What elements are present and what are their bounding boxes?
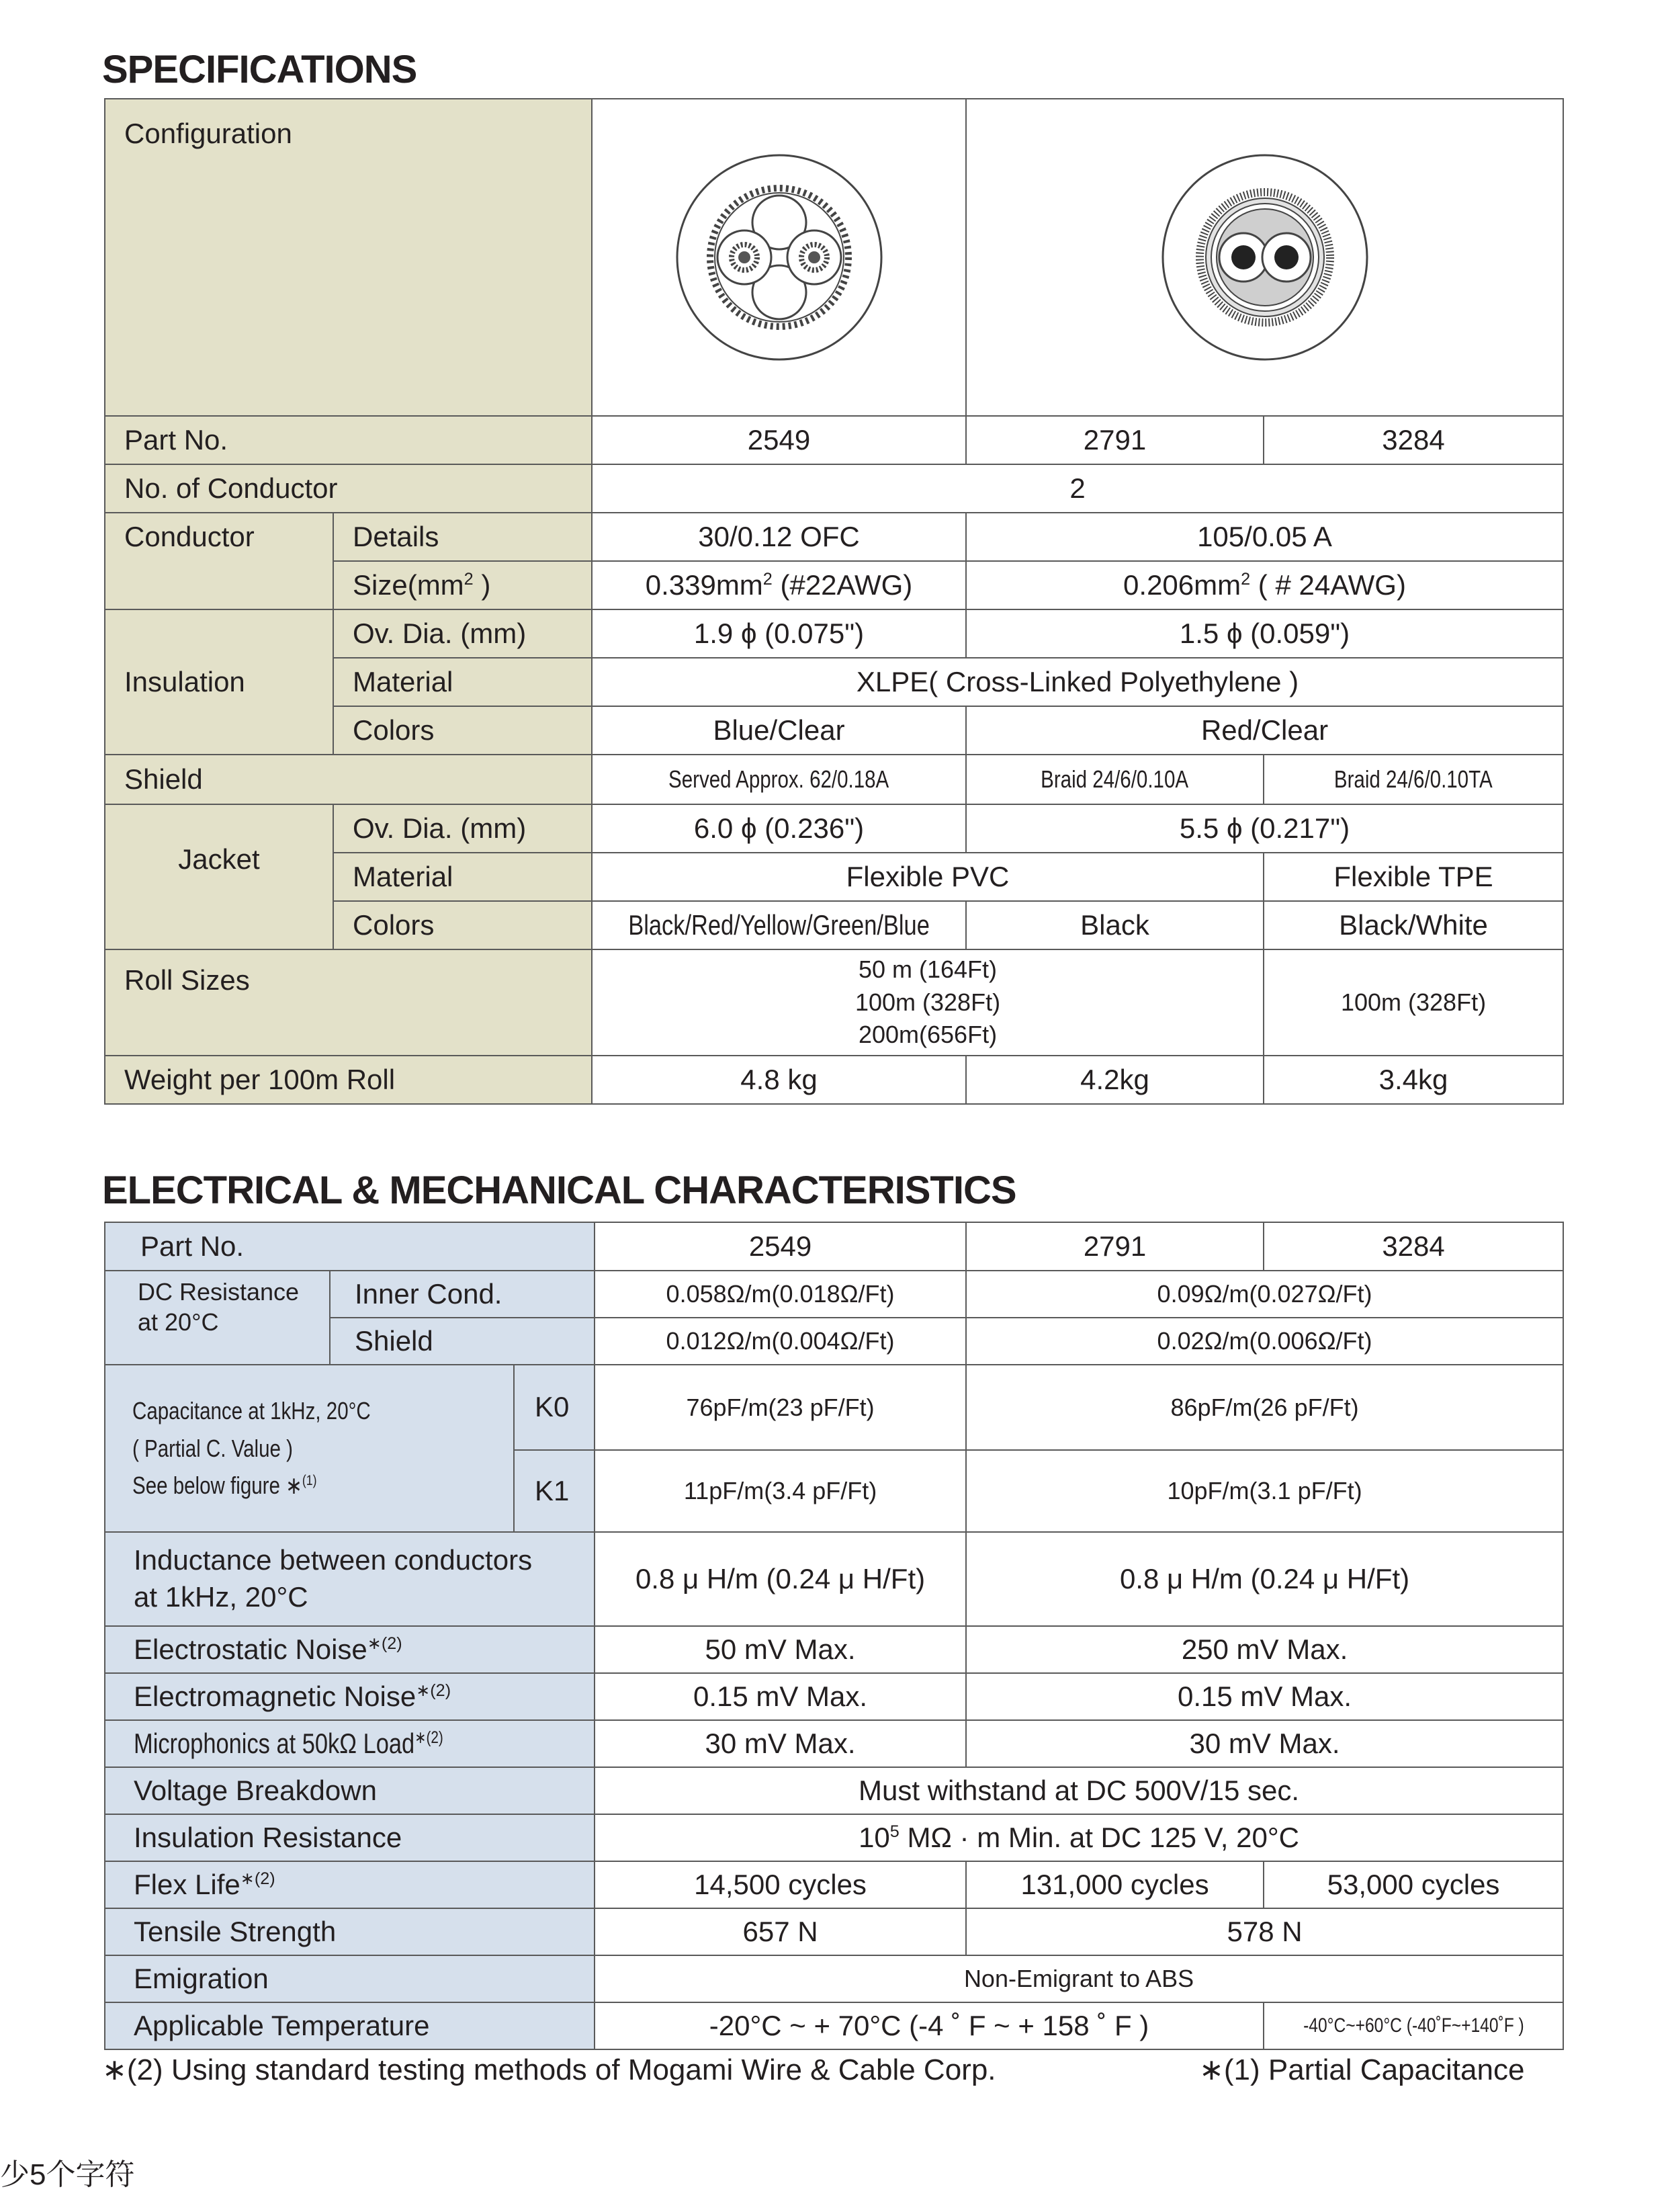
- electrostatic-2791-3284: 250 mV Max.: [966, 1626, 1563, 1673]
- ins-ovdia-label: Ov. Dia. (mm): [333, 609, 592, 658]
- dc-shield-label: Shield: [330, 1318, 595, 1365]
- temperature-3284: -40°C~+60°C (-40˚F~+140˚F ): [1264, 2002, 1563, 2049]
- weight-2791: 4.2kg: [966, 1056, 1264, 1104]
- jac-colors-label: Colors: [333, 901, 592, 949]
- part-no-2549: 2549: [592, 416, 966, 464]
- capacitance-label: Capacitance at 1kHz, 20°C ( Partial C. Value ) See below figure ∗$^{(1)}$: [105, 1365, 514, 1532]
- microphonics-label: Microphonics at 50kΩ Load$^{∗(2)}$: [105, 1720, 595, 1767]
- jac-material-label: Material: [333, 853, 592, 901]
- ins-material-value: XLPE( Cross-Linked Polyethylene ): [592, 658, 1563, 706]
- jac-colors-2549: Black/Red/Yellow/Green/Blue: [592, 901, 966, 949]
- roll-size-line: 50 m (164Ft): [858, 955, 998, 984]
- roll-sizes-2549-2791: [592, 949, 1264, 1056]
- flex-life-2549: 14,500 cycles: [595, 1861, 966, 1908]
- cable-cross-section-2549-icon: [675, 153, 883, 361]
- jac-ovdia-2549: 6.0 ϕ (0.236"): [592, 804, 966, 853]
- part-no-label: Part No.: [105, 416, 592, 464]
- cable-diagram-2549: [592, 99, 966, 416]
- el-part-no-3284: 3284: [1264, 1222, 1563, 1271]
- corner-note: 少5个字符: [0, 2158, 135, 2191]
- inductance-2791-3284: 0.8 μ H/m (0.24 μ H/Ft): [966, 1532, 1563, 1626]
- roll-sizes-label: Roll Sizes: [105, 949, 592, 1056]
- microphonics-2791-3284: 30 mV Max.: [966, 1720, 1563, 1767]
- k0-label: K0: [514, 1365, 595, 1450]
- applicable-temperature-label: Applicable Temperature: [105, 2002, 595, 2049]
- inductance-label: Inductance between conductors at 1kHz, 20°C: [105, 1532, 595, 1626]
- footnote-1: ∗(1) Partial Capacitance: [1199, 2053, 1525, 2086]
- dc-shield-2791-3284: 0.02Ω/m(0.006Ω/Ft): [966, 1318, 1563, 1365]
- part-no-3284: 3284: [1264, 416, 1563, 464]
- voltage-breakdown-value: Must withstand at DC 500V/15 sec.: [595, 1767, 1563, 1814]
- insulation-label: Insulation: [105, 609, 333, 755]
- dc-resistance-label: DC Resistance at 20°C: [105, 1271, 330, 1365]
- ins-colors-2549: Blue/Clear: [592, 706, 966, 755]
- electrostatic-noise-label: Electrostatic Noise$^{∗(2)}$: [105, 1626, 595, 1673]
- k1-2791-3284: 10pF/m(3.1 pF/Ft): [966, 1450, 1563, 1532]
- roll-size-line: 100m (328Ft): [854, 988, 1001, 1016]
- footnote-2: ∗(2) Using standard testing methods of Mogami Wire & Cable Corp.: [102, 2053, 996, 2086]
- ins-ovdia-2549: 1.9 ϕ (0.075"): [592, 609, 966, 658]
- configuration-label: Configuration: [105, 99, 592, 416]
- emigration-label: Emigration: [105, 1955, 595, 2002]
- inner-cond-2549: 0.058Ω/m(0.018Ω/Ft): [595, 1271, 966, 1318]
- insulation-resistance-label: Insulation Resistance: [105, 1814, 595, 1861]
- details-2549: 30/0.12 OFC: [592, 513, 966, 561]
- jac-material-3284: Flexible TPE: [1264, 853, 1563, 901]
- microphonics-2549: 30 mV Max.: [595, 1720, 966, 1767]
- temperature-2549-2791: -20°C ~ + 70°C (-4 ˚ F ~ + 158 ˚ F ): [595, 2002, 1264, 2049]
- roll-size-line: 200m(656Ft): [858, 1021, 998, 1049]
- ins-colors-label: Colors: [333, 706, 592, 755]
- shield-label: Shield: [105, 755, 592, 804]
- part-no-2791: 2791: [966, 416, 1264, 464]
- specifications-title: SPECIFICATIONS: [102, 48, 417, 91]
- voltage-breakdown-label: Voltage Breakdown: [105, 1767, 595, 1814]
- inductance-2549: 0.8 μ H/m (0.24 μ H/Ft): [595, 1532, 966, 1626]
- conductor-label: Conductor: [105, 513, 333, 609]
- size-2791-3284: $0.206mm^2$ ( # 24AWG): [966, 561, 1563, 609]
- jacket-label: Jacket: [105, 804, 333, 949]
- k1-label: K1: [514, 1450, 595, 1532]
- weight-3284: 3.4kg: [1264, 1056, 1563, 1104]
- jac-ovdia-2791-3284: 5.5 ϕ (0.217"): [966, 804, 1563, 853]
- electrical-table: [104, 1222, 1564, 2050]
- no-conductor-value: 2: [592, 464, 1563, 513]
- cable-cross-section-2791-3284-icon: [1161, 153, 1369, 361]
- tensile-2791-3284: 578 N: [966, 1908, 1563, 1955]
- ins-ovdia-2791-3284: 1.5 ϕ (0.059"): [966, 609, 1563, 658]
- electromagnetic-2549: 0.15 mV Max.: [595, 1673, 966, 1720]
- tensile-strength-label: Tensile Strength: [105, 1908, 595, 1955]
- emigration-value: Non-Emigrant to ABS: [595, 1955, 1563, 2002]
- flex-life-2791: 131,000 cycles: [966, 1861, 1264, 1908]
- flex-life-3284: 53,000 cycles: [1264, 1861, 1563, 1908]
- shield-2791: Braid 24/6/0.10A: [966, 755, 1264, 804]
- inner-cond-2791-3284: 0.09Ω/m(0.027Ω/Ft): [966, 1271, 1563, 1318]
- el-part-no-label: Part No.: [105, 1222, 595, 1271]
- shield-2549: Served Approx. 62/0.18A: [592, 755, 966, 804]
- inner-cond-label: Inner Cond.: [330, 1271, 595, 1318]
- k0-2791-3284: 86pF/m(26 pF/Ft): [966, 1365, 1563, 1450]
- insulation-resistance-value: $10^5$ MΩ · m Min. at DC 125 V, 20°C: [595, 1814, 1563, 1861]
- specifications-table: [104, 98, 1564, 1105]
- jac-material-2549-2791: Flexible PVC: [592, 853, 1264, 901]
- el-part-no-2791: 2791: [966, 1222, 1264, 1271]
- shield-3284: Braid 24/6/0.10TA: [1264, 755, 1563, 804]
- tensile-2549: 657 N: [595, 1908, 966, 1955]
- size-label: $Size(mm^2$ ): [333, 561, 592, 609]
- electrical-title: ELECTRICAL & MECHANICAL CHARACTERISTICS: [102, 1168, 1016, 1212]
- el-part-no-2549: 2549: [595, 1222, 966, 1271]
- ins-colors-2791-3284: Red/Clear: [966, 706, 1563, 755]
- jac-ovdia-label: Ov. Dia. (mm): [333, 804, 592, 853]
- no-conductor-label: No. of Conductor: [105, 464, 592, 513]
- electrostatic-2549: 50 mV Max.: [595, 1626, 966, 1673]
- weight-2549: 4.8 kg: [592, 1056, 966, 1104]
- flex-life-label: Flex Life$^{∗(2)}$: [105, 1861, 595, 1908]
- electromagnetic-2791-3284: 0.15 mV Max.: [966, 1673, 1563, 1720]
- details-2791-3284: 105/0.05 A: [966, 513, 1563, 561]
- electromagnetic-noise-label: Electromagnetic Noise$^{∗(2)}$: [105, 1673, 595, 1720]
- cable-diagram-2791-3284: [966, 99, 1563, 416]
- k1-2549: 11pF/m(3.4 pF/Ft): [595, 1450, 966, 1532]
- ins-material-label: Material: [333, 658, 592, 706]
- dc-shield-2549: 0.012Ω/m(0.004Ω/Ft): [595, 1318, 966, 1365]
- k0-2549: 76pF/m(23 pF/Ft): [595, 1365, 966, 1450]
- roll-sizes-3284: 100m (328Ft): [1264, 949, 1563, 1056]
- size-2549: $0.339mm^2$ (#22AWG): [592, 561, 966, 609]
- details-label: Details: [333, 513, 592, 561]
- jac-colors-3284: Black/White: [1264, 901, 1563, 949]
- weight-label: Weight per 100m Roll: [105, 1056, 592, 1104]
- jac-colors-2791: Black: [966, 901, 1264, 949]
